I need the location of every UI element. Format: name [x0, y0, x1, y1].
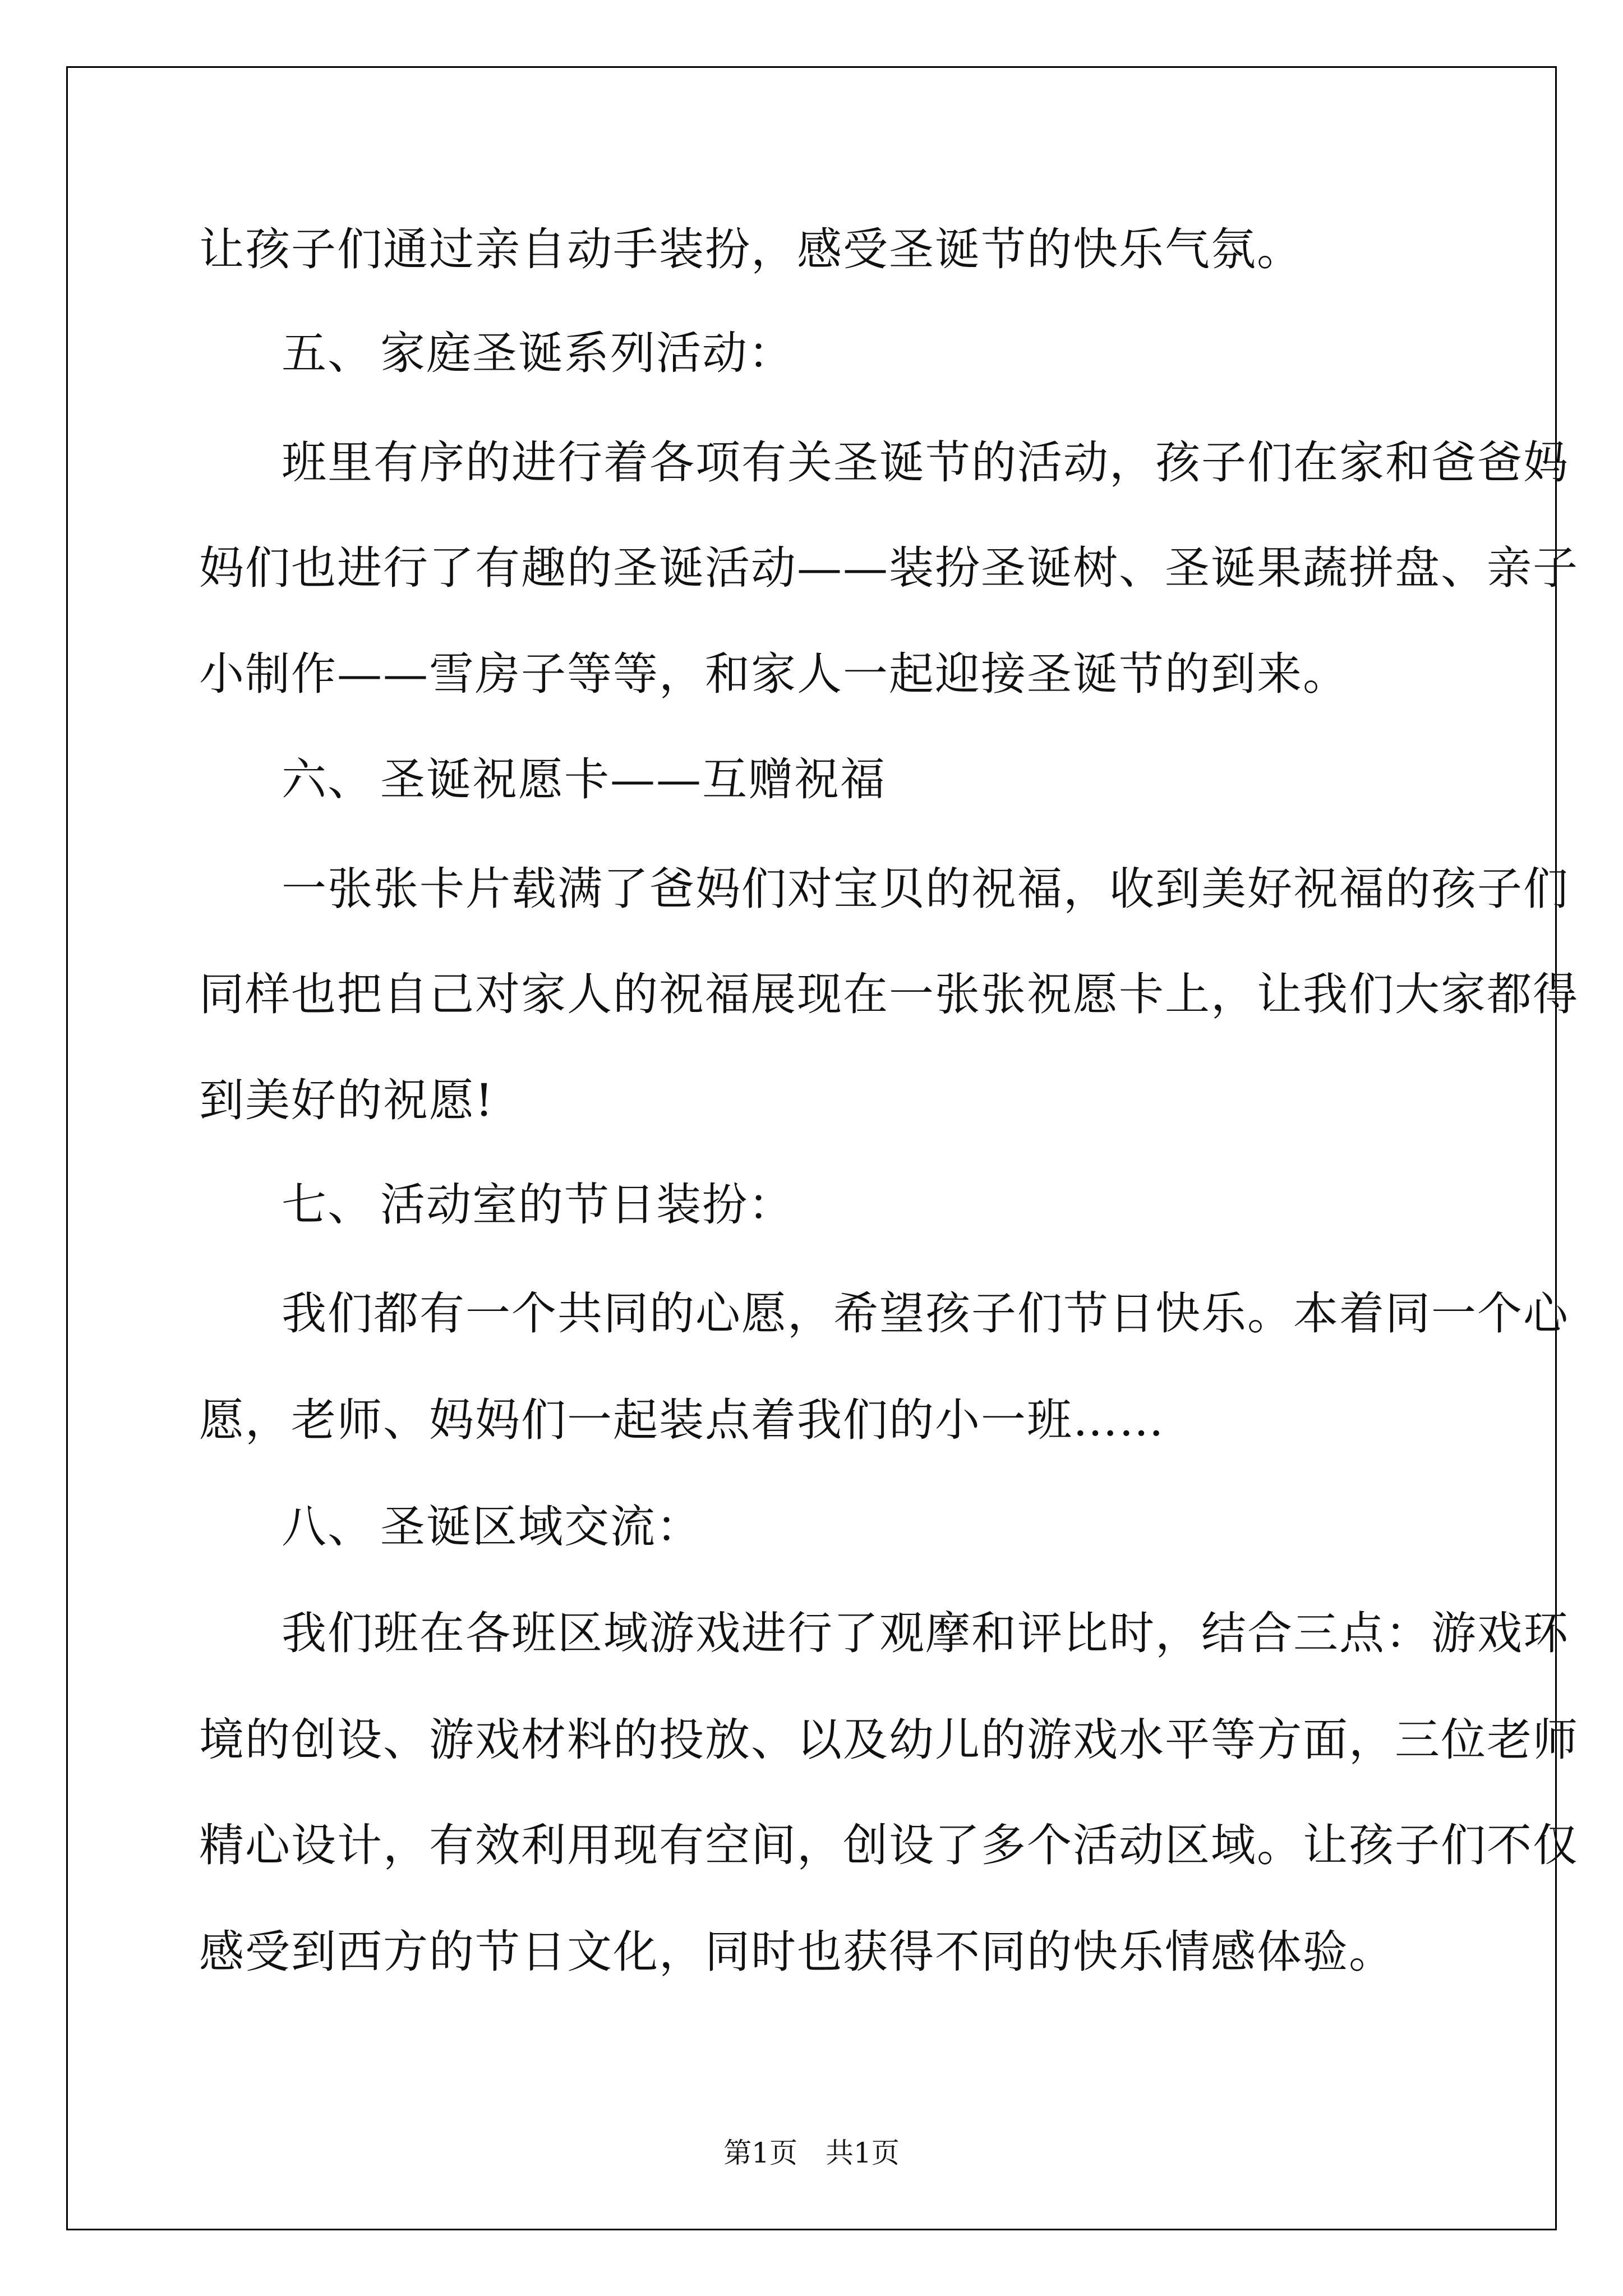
- section-heading-5: [282, 325, 794, 381]
- section-heading-6: [282, 752, 886, 808]
- section-number: 七、: [282, 1179, 374, 1231]
- paragraph-line: 到美好的祝愿!: [199, 1074, 495, 1126]
- page-border: [66, 66, 1557, 2230]
- section-heading-8: [282, 1499, 702, 1555]
- section-title: 家庭圣诞系列活动：: [380, 327, 794, 379]
- paragraph-line: 让孩子们通过亲自动手装扮，感受圣诞节的快乐气氛。: [199, 223, 1303, 275]
- page-footer: [0, 2136, 1623, 2170]
- paragraph-line: 班里有序的进行着各项有关圣诞节的活动，孩子们在家和爸爸妈: [282, 436, 1569, 489]
- paragraph-line: 同样也把自己对家人的祝福展现在一张张祝愿卡上，让我们大家都得: [199, 968, 1579, 1020]
- section-heading-7: [282, 1177, 794, 1233]
- paragraph-line: 精心设计，有效利用现有空间，创设了多个活动区域。让孩子们不仅: [199, 1819, 1579, 1871]
- section-number: 六、: [282, 753, 374, 806]
- section-title: 圣诞祝愿卡——互赠祝福: [380, 753, 886, 806]
- paragraph-line: 我们都有一个共同的心愿，希望孩子们节日快乐。本着同一个心: [282, 1287, 1569, 1340]
- section-number: 五、: [282, 327, 374, 379]
- page-total: 共1页: [826, 2137, 900, 2169]
- section-number: 八、: [282, 1501, 374, 1553]
- paragraph-line: 感受到西方的节日文化，同时也获得不同的快乐情感体验。: [199, 1926, 1395, 1978]
- section-title: 圣诞区域交流：: [380, 1501, 702, 1553]
- paragraph-line: 小制作——雪房子等等，和家人一起迎接圣诞节的到来。: [199, 648, 1349, 700]
- paragraph-line: 一张张卡片载满了爸妈们对宝贝的祝福，收到美好祝福的孩子们: [282, 863, 1569, 915]
- page-number: 第1页: [723, 2137, 797, 2169]
- paragraph-line: 妈们也进行了有趣的圣诞活动——装扮圣诞树、圣诞果蔬拼盘、亲子: [199, 542, 1579, 594]
- paragraph-line: 境的创设、游戏材料的投放、以及幼儿的游戏水平等方面，三位老师: [199, 1714, 1579, 1766]
- paragraph-line: 愿，老师、妈妈们一起装点着我们的小一班……: [199, 1394, 1165, 1446]
- paragraph-line: 我们班在各班区域游戏进行了观摩和评比时，结合三点：游戏环: [282, 1607, 1569, 1659]
- section-title: 活动室的节日装扮：: [380, 1179, 794, 1231]
